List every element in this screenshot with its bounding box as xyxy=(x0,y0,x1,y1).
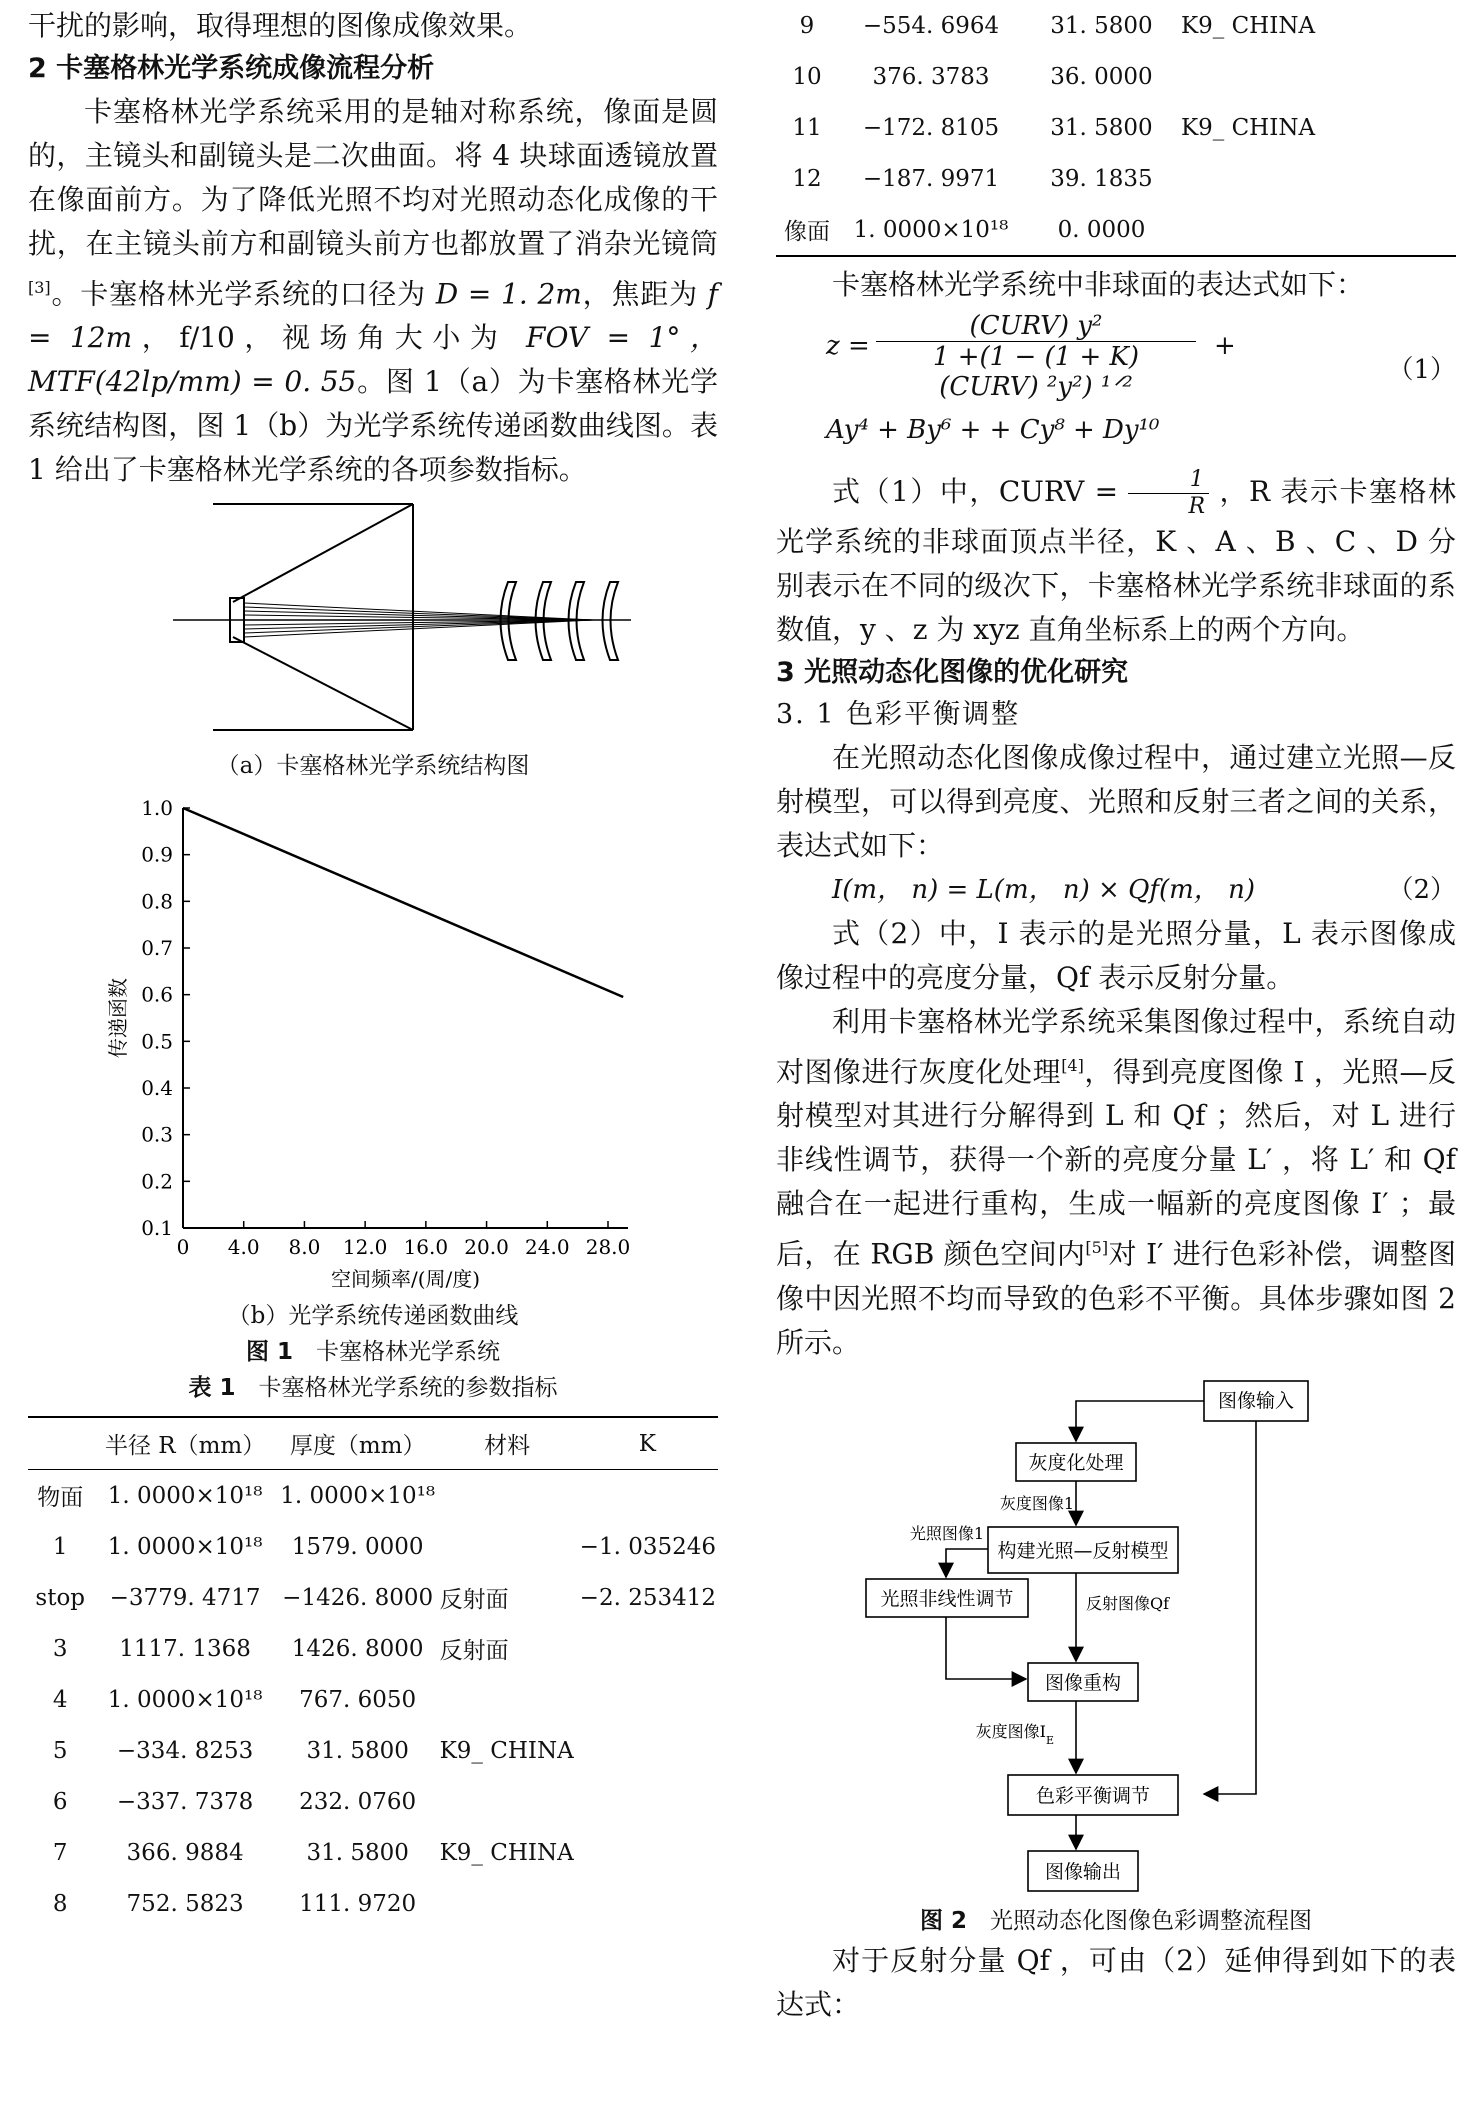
table-cell: 376. 3783 xyxy=(872,63,990,90)
table-cell: 36. 0000 xyxy=(1050,63,1153,90)
table-header-row xyxy=(28,1417,718,1470)
table-cell: −554. 6964 xyxy=(862,12,1000,39)
table-cell: 10 xyxy=(792,63,822,90)
table-cell: −172. 8105 xyxy=(862,114,1000,141)
equation-1-number: （1） xyxy=(1387,355,1456,385)
intro-paragraph-end: 干扰的影响，取得理想的图像成像效果。 xyxy=(28,9,533,42)
structure-cone-top xyxy=(233,504,413,602)
table-header xyxy=(28,1417,92,1470)
table-cell: 8 xyxy=(52,1890,68,1917)
table-row xyxy=(776,102,1456,153)
table-cell: 物面 xyxy=(37,1485,84,1512)
flow-model-text: 构建光照—反射模型 xyxy=(997,1539,1169,1562)
x-tick-label: 24.0 xyxy=(525,1235,570,1260)
arrow-input-to-color xyxy=(1204,1419,1256,1794)
table-header: 厚度（mm） xyxy=(289,1433,426,1460)
lens-4 xyxy=(603,582,619,660)
table-row xyxy=(28,1878,718,1929)
table-cell xyxy=(577,1776,718,1827)
table-cell xyxy=(577,1623,718,1674)
flow-gray-image-label: 灰度图像1 xyxy=(999,1493,1074,1513)
table-row xyxy=(776,153,1456,204)
parameter-table-part2 xyxy=(776,0,1456,257)
flow-recon-text: 图像重构 xyxy=(1044,1671,1122,1694)
table-cell xyxy=(438,1521,577,1572)
table-cell xyxy=(1322,204,1456,256)
equation-2-number: （2） xyxy=(1387,875,1456,905)
table-cell xyxy=(438,1878,577,1929)
table-cell: 0. 0000 xyxy=(1057,216,1146,243)
x-axis-label: 空间频率/(周/度) xyxy=(330,1267,481,1292)
cassegrain-structure-figure xyxy=(113,502,633,742)
flow-gray-text: 灰度化处理 xyxy=(1028,1451,1124,1474)
table-cell xyxy=(438,1776,577,1827)
table-cell xyxy=(438,1674,577,1725)
y-tick-label: 1.0 xyxy=(141,796,173,821)
table-cell: −1. 035246 xyxy=(579,1533,716,1560)
table-cell: 9 xyxy=(799,12,815,39)
table-cell: 31. 5800 xyxy=(306,1839,409,1866)
equation-2: I(m， n) = L(m， n) × Qf(m， n) （2） xyxy=(776,868,1456,912)
table-cell: 4 xyxy=(52,1686,68,1713)
figure-1-title: 图 1 卡塞格林光学系统 xyxy=(245,1339,500,1366)
equation-2-description: 式（2）中，I 表示的是光照分量，L 表示图像成像过程中的亮度分量，Qf 表示反射分量。 xyxy=(776,917,1456,994)
arrow-input-to-gray xyxy=(1076,1401,1204,1441)
table-cell: 像面 xyxy=(783,219,830,245)
table-cell: 39. 1835 xyxy=(1050,165,1153,192)
y-tick-label: 0.4 xyxy=(141,1076,173,1101)
equation-1 xyxy=(776,311,1456,415)
reference-3: [3] xyxy=(28,278,51,297)
table-cell xyxy=(1322,102,1456,153)
color-adjustment-flowchart xyxy=(856,1379,1376,1899)
left-column xyxy=(28,0,718,1929)
table-cell: 1 xyxy=(52,1533,68,1560)
process-paragraph: 利用卡塞格林光学系统采集图像过程中，系统自动对图像进行灰度化处理[4]，得到亮度图像 I ，光照—反射模型对其进行分解得到 L 和 Qf ；然后，对 L 进行非线性调节，获得一个新的亮度分量 L′ ，将 L′ 和 Qf 融合在一起进行重构，生成一幅新的亮度图像 I′ ；最后，在 RGB 颜色空间内[5]对 I′ 进行色彩补偿，调整图像中因光照不均而导致的色彩不平衡。具体步骤如图 2 所示。 xyxy=(776,1005,1456,1359)
eq1-denominator: 1 +(1 − (1 + K) (CURV) ²y²) ¹ᐟ² xyxy=(932,342,1140,402)
figure-1a-caption: （a）卡塞格林光学系统结构图 xyxy=(216,753,530,780)
structure-cone-bottom xyxy=(233,637,413,730)
eq1-numerator: (CURV) y² xyxy=(876,311,1196,342)
table-cell: 1. 0000×10¹⁸ xyxy=(107,1686,263,1713)
table-row xyxy=(28,1470,718,1522)
flow-light-image-label: 光照图像1 xyxy=(909,1523,984,1543)
table-cell: 1426. 8000 xyxy=(291,1635,424,1662)
table-cell xyxy=(1179,51,1322,102)
y-tick-label: 0.2 xyxy=(141,1169,173,1194)
table-cell xyxy=(577,1470,718,1522)
table-row xyxy=(28,1623,718,1674)
figure-1b-caption: （b）光学系统传递函数曲线 xyxy=(227,1303,519,1330)
section-3-1-paragraph: 在光照动态化图像成像过程中，通过建立光照—反射模型，可以得到亮度、光照和反射三者之间的关系，表达式如下： xyxy=(776,741,1456,862)
table-cell: 反射面 xyxy=(439,1587,509,1614)
flow-reflect-image-label: 反射图像Qf xyxy=(1086,1593,1170,1613)
table-header: 半径 R（mm） xyxy=(104,1433,266,1460)
section-3-heading: 3 光照动态化图像的优化研究 xyxy=(776,657,1129,688)
table-cell: 1. 0000×10¹⁸ xyxy=(853,216,1009,243)
closing-paragraph: 对于反射分量 Qf ，可由（2）延伸得到如下的表达式： xyxy=(776,1943,1456,2021)
table-cell: K9_ CHINA xyxy=(1180,114,1316,141)
y-tick-label: 0.1 xyxy=(141,1216,173,1241)
table-cell xyxy=(1179,204,1322,256)
table-cell: 31. 5800 xyxy=(1050,12,1153,39)
table-cell: 7 xyxy=(52,1839,68,1866)
table-1-title: 表 1 卡塞格林光学系统的参数指标 xyxy=(188,1375,558,1402)
table-cell xyxy=(1179,153,1322,204)
table-row xyxy=(28,1674,718,1725)
table-cell: 31. 5800 xyxy=(1050,114,1153,141)
table-header: K xyxy=(638,1430,656,1457)
x-tick-label: 0 xyxy=(176,1235,190,1260)
x-tick-label: 20.0 xyxy=(464,1235,509,1260)
table-cell: K9_ CHINA xyxy=(439,1737,574,1764)
flow-gray-ie-label: 灰度图像$I_E$ xyxy=(975,1721,1054,1747)
table-cell: stop xyxy=(35,1584,86,1611)
y-tick-label: 0.3 xyxy=(141,1122,173,1147)
equation-1-line2: Ay⁴ + By⁶ + + Cy⁸ + Dy¹⁰ xyxy=(826,415,1160,445)
table-cell: 1117. 1368 xyxy=(119,1635,251,1662)
right-column xyxy=(776,0,1456,2027)
x-tick-label: 8.0 xyxy=(288,1235,321,1260)
mtf-curve xyxy=(183,808,623,997)
x-tick-label: 4.0 xyxy=(227,1235,260,1260)
y-tick-label: 0.5 xyxy=(141,1029,173,1054)
figure-2-title: 图 2 光照动态化图像色彩调整流程图 xyxy=(919,1907,1312,1934)
table-row xyxy=(28,1521,718,1572)
table-cell: 6 xyxy=(52,1788,68,1815)
section-2-paragraph: 卡塞格林光学系统采用的是轴对称系统，像面是圆的，主镜头和副镜头是二次曲面。将 4 块球面透镜放置在像面前方。为了降低光照不均对光照动态化成像的干扰，在主镜头前方和副镜头前方也都放置了消杂光镜筒[3]。卡塞格林光学系统的口径为 D = 1. 2m，焦距为 f = 12m，f/10，视场角大小为 FOV = 1°，MTF(42lp/mm) = 0. 55。图 1（a）为卡塞格林光学系统结构图，图 1（b）为光学系统传递函数曲线图。表 1 给出了卡塞格林光学系统的各项参数指标。 xyxy=(28,95,718,487)
equation-1-description: 式（1）中，CURV = $\frac{1}{R}$ ，R 表示卡塞格林光学系统的非球面顶点半径，K 、A 、B 、C 、D 分别表示在不同的级次下，卡塞格林光学系统非球面的系数值，y 、z 为 xyz 直角坐标系上的两个方向。 xyxy=(776,467,1457,646)
table-cell: 752. 5823 xyxy=(126,1890,244,1917)
y-tick-label: 0.6 xyxy=(141,982,173,1007)
table-cell xyxy=(577,1827,718,1878)
table-cell: −3779. 4717 xyxy=(109,1584,261,1611)
table-cell xyxy=(1322,153,1456,204)
table-header: 材料 xyxy=(484,1433,531,1460)
table-cell xyxy=(1322,51,1456,102)
table-cell: 366. 9884 xyxy=(126,1839,244,1866)
table-row xyxy=(28,1827,718,1878)
table-row xyxy=(28,1776,718,1827)
flow-input-text: 图像输入 xyxy=(1217,1389,1295,1412)
table-cell: −187. 9971 xyxy=(862,165,1000,192)
table-cell: −2. 253412 xyxy=(579,1584,716,1611)
table-cell: 3 xyxy=(52,1635,68,1662)
table-cell: 1. 0000×10¹⁸ xyxy=(107,1533,263,1560)
mtf-chart xyxy=(93,788,653,1298)
x-tick-label: 12.0 xyxy=(342,1235,388,1260)
eq1-lhs: z = xyxy=(826,331,870,361)
y-axis-label: 传递函数 xyxy=(106,978,130,1059)
table-cell: 232. 0760 xyxy=(299,1788,417,1815)
table-cell: −334. 8253 xyxy=(116,1737,254,1764)
parameter-table-part1 xyxy=(28,1416,718,1929)
nonspherical-intro: 卡塞格林光学系统中非球面的表达式如下： xyxy=(832,268,1365,301)
flow-nonlinear-text: 光照非线性调节 xyxy=(880,1587,1014,1610)
table-cell xyxy=(577,1725,718,1776)
table-cell: 1. 0000×10¹⁸ xyxy=(107,1482,263,1509)
table-cell xyxy=(577,1878,718,1929)
table-cell: K9_ CHINA xyxy=(439,1839,574,1866)
table-cell: 1579. 0000 xyxy=(291,1533,424,1560)
table-cell: −337. 7378 xyxy=(116,1788,254,1815)
table-cell: 反射面 xyxy=(439,1638,509,1665)
table-row xyxy=(28,1725,718,1776)
x-tick-label: 28.0 xyxy=(585,1235,631,1260)
x-tick-label: 16.0 xyxy=(403,1235,449,1260)
section-3-1-heading: 3. 1 色彩平衡调整 xyxy=(776,699,1021,730)
table-cell: 11 xyxy=(792,114,822,141)
flow-output-text: 图像输出 xyxy=(1044,1860,1122,1883)
arrow-nonlinear-to-recon xyxy=(946,1617,1026,1679)
table-cell: 111. 9720 xyxy=(299,1890,417,1917)
y-tick-label: 0.7 xyxy=(141,936,173,961)
table-cell: 1. 0000×10¹⁸ xyxy=(280,1482,436,1509)
table-row xyxy=(776,204,1456,256)
table-row xyxy=(776,51,1456,102)
table-cell xyxy=(1322,0,1456,51)
table-row xyxy=(28,1572,718,1623)
reference-5: [5] xyxy=(1085,1238,1109,1258)
reference-4: [4] xyxy=(1061,1056,1084,1075)
section-2-heading: 2 卡塞格林光学系统成像流程分析 xyxy=(28,53,435,84)
table-row xyxy=(776,0,1456,51)
table-cell xyxy=(577,1674,718,1725)
y-tick-label: 0.8 xyxy=(141,889,173,914)
table-cell: K9_ CHINA xyxy=(1180,12,1316,39)
flow-color-balance-text: 色彩平衡调节 xyxy=(1035,1784,1151,1807)
table-cell xyxy=(438,1470,577,1522)
table-cell: 5 xyxy=(52,1737,68,1764)
y-tick-label: 0.9 xyxy=(141,842,173,867)
table-cell: −1426. 8000 xyxy=(282,1584,434,1611)
table-cell: 31. 5800 xyxy=(306,1737,409,1764)
eq1-plus: + xyxy=(1214,331,1236,361)
table-cell: 767. 6050 xyxy=(299,1686,417,1713)
table-cell: 12 xyxy=(792,165,822,192)
